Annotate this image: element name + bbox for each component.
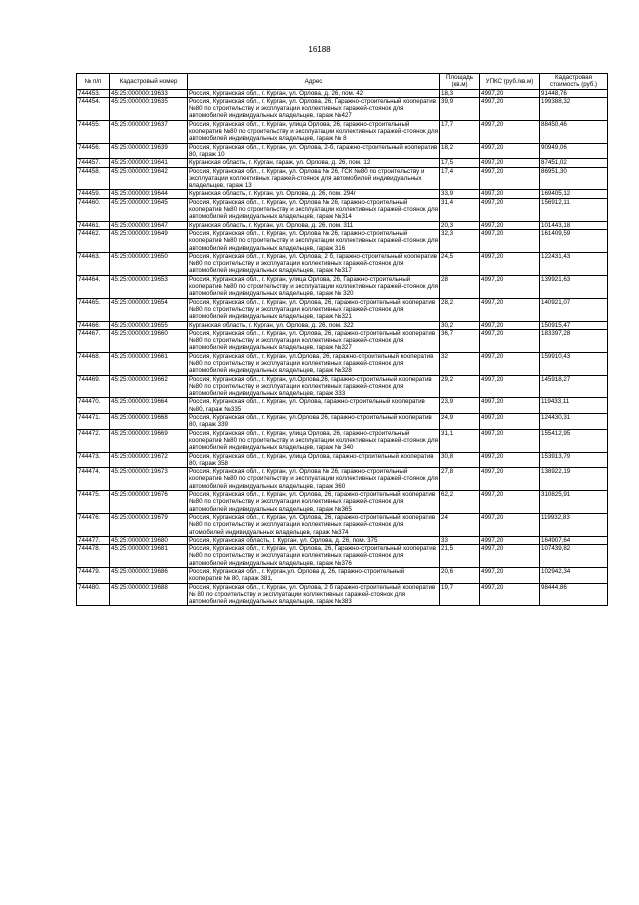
cadastral-table (76, 73, 608, 606)
cell-cadastral: 45:25:000000:19633 (110, 89, 188, 97)
cell-area: 24,5 (440, 252, 480, 275)
cell-cadastral: 45:25:000000:19664 (110, 398, 188, 414)
cell-address: Россия, Курганская обл., г. Курган, ул. Орлова № 26, гаражно-строительный кооператив №80 по строительству и эксплуатации коллективных гаражей-стоянок для автомобилей индивидуальных владельцев, гараж 360 (189, 468, 438, 490)
cell-area: 19,7 (440, 583, 480, 606)
cell-value: 164907,64 (540, 536, 608, 544)
header-value: Кадастровая стоимость (руб.) (540, 74, 608, 90)
cell-value: 150915,47 (540, 321, 608, 329)
cell-area: 17,5 (440, 159, 480, 167)
cell-cadastral: 45:25:000000:19680 (110, 536, 188, 544)
cell-cadastral: 45:25:000000:19673 (110, 468, 188, 491)
cell-address: Россия, Курганская обл., г. Курган, ул.Орлова 26, гаражно-строительный кооператив 80, гараж 339 (188, 414, 440, 430)
table-row (77, 321, 608, 329)
cell-num: 744460. (77, 198, 110, 221)
cell-value: 139921,63 (540, 275, 608, 298)
cell-area: 31,4 (440, 198, 480, 221)
cell-value: 155412,95 (540, 429, 608, 452)
cell-address: Курганская область, г. Курган, ул. Орлова, д. 26, пом. 294г (188, 190, 440, 198)
cell-cadastral: 45:25:000000:19660 (110, 329, 188, 352)
cell-address: Курганская область, г. Курган, ул. Орлова, д. 26, пом. 311 (188, 221, 440, 229)
cell-num: 744464. (77, 275, 110, 298)
cell-address: Россия, Курганская обл., г. Курган, ул. Орлова, 26, гаражно-строительный кооператив №80 по строительству и эксплуатации коллективных гаражей-стоянок для атомобилей индивидуальных владельцев, гараж №374 (188, 513, 440, 536)
header-num: № п/п (77, 74, 110, 90)
cell-upks: 4997,20 (480, 583, 540, 606)
cell-num: 744458. (77, 167, 110, 190)
cell-num: 744476. (77, 513, 110, 536)
cell-area: 31,1 (440, 429, 480, 452)
header-upks: УПКС (руб./кв.м) (480, 74, 540, 90)
cell-cadastral: 45:25:000000:19654 (110, 298, 188, 321)
table-row (77, 252, 608, 275)
cell-upks: 4997,20 (480, 468, 540, 491)
cell-num: 744473. (77, 452, 110, 468)
cell-num: 744454. (77, 97, 110, 120)
cell-area: 33 (440, 536, 480, 544)
cell-address: Россия, Курганская обл., г. Курган, ул. Орлова, 2 б гаражно-строительный кооператив № 80 по строительству и эксплуатации коллективных гаражей-стоянок для автомобилей индивидуальных владельцев, гараж №383 (188, 583, 440, 606)
table-row (77, 298, 608, 321)
cell-area: 30,8 (440, 452, 480, 468)
cell-num: 744480. (77, 583, 110, 606)
cell-value: 90949,06 (540, 143, 608, 159)
cell-value: 138922,19 (540, 468, 608, 491)
cell-area: 39,9 (440, 97, 480, 120)
cell-area: 24 (440, 513, 480, 536)
cell-address: Россия, Курганская обл., г. Курган, ул. Орлова, гаражно-строительный кооператив №80, гараж №335 (188, 398, 440, 414)
cell-address: Россия, Курганская обл., г. Курган, ул. Орлова, 26, гаражно-строительный кооператив №80 по строительству и эксплуатации коллективных гаражей-стоянок для автомобилей индивидуальных владельцев, гараж №327 (188, 329, 440, 352)
cell-cadastral: 45:25:000000:19645 (110, 198, 188, 221)
cell-area: 18,2 (440, 143, 480, 159)
cell-num: 744477. (77, 536, 110, 544)
cell-area: 30,2 (440, 321, 480, 329)
cell-address: Россия, Курганская обл., г. Курган, ул. Орлова, 26, Гаражно-строительный кооператив №80 по строительству и эксплуатации коллективных гаражей-стоянок для автомобилей индивидуальных владельцев, гараж №376 (188, 545, 440, 568)
cell-num: 744467. (77, 329, 110, 352)
cell-value: 161409,59 (540, 229, 608, 252)
cell-cadastral: 45:25:000000:19649 (110, 229, 188, 252)
cell-num: 744457. (77, 159, 110, 167)
table-row (77, 120, 608, 143)
cell-address: Россия, Курганская область, г. Курган, ул. Орлова, д. 26, пом. 375 (188, 536, 440, 544)
cell-upks: 4997,20 (480, 159, 540, 167)
cell-value: 310825,91 (540, 491, 608, 514)
cell-address: Россия, Курганская обл., г. Курган, ул. Орлова № 26, ГСК №80 по строительству и эксплуатации коллективных гаражей-стоянок для автомобилей индивидуальных владельцев, гараж 13 (188, 167, 440, 190)
cell-cadastral: 45:25:000000:19644 (110, 190, 188, 198)
cell-value: 140921,07 (540, 298, 608, 321)
cell-value: 159910,43 (540, 352, 608, 375)
table-row (77, 414, 608, 430)
cell-upks: 4997,20 (480, 275, 540, 298)
table-row (77, 221, 608, 229)
cell-address: Россия, Курганская обл., г. Курган, ул. Орлова, 26, гаражно-строительный кооператив №80 по строительству и эксплуатации коллективных гаражей-стоянок для автомобилей индивидуальных владельцев, гараж №321 (188, 298, 440, 321)
cell-area: 23,9 (440, 398, 480, 414)
cell-value: 119433,11 (540, 398, 608, 414)
cell-address: Россия, Курганская обл., г. Курган, ул.Орлова, 26, гаражно-строительный кооператив №80 по строительству и эксплуатации коллективных гаражей-стоянок для автомобилей индивидуальных владельцев, гараж №328 (188, 352, 440, 375)
cell-cadastral: 45:25:000000:19661 (110, 352, 188, 375)
cell-address: Россия, Курганская обл., г. Курган, ул.Орлова,26, гаражно-строительный кооператив №80 по строительству и эксплуатации коллективных гаражей-стоянок для автомобилей индивидуальных владельцев, гараж 333 (188, 375, 440, 398)
cell-address: Россия, Курганская обл., г. Курган, ул. Орлова № 26, гаражно-строительный кооператив №80 по строительству и эксплуатации коллективных гаражей-стоянок для автомобилей индивидуальных владельцев, гараж №314 (189, 198, 438, 221)
table-row (77, 229, 608, 252)
table-row (77, 491, 608, 514)
cell-upks: 4997,20 (480, 298, 540, 321)
cell-cadastral: 45:25:000000:19686 (110, 568, 188, 584)
cell-num: 744453. (77, 89, 110, 97)
cell-address: Россия, Курганская обл., г. Курган, ул. Орлова, 2 б, гаражно-строительный кооператив №80 по строительству и эксплуатации коллективных гаражей-стоянок для автомобилей индивидуальных владельцев, гараж №317 (188, 252, 440, 275)
cell-cadastral: 45:25:000000:19635 (110, 97, 188, 120)
cell-address: Россия, Курганская обл., г. Курган, улица Орлова, гаражно-строительный кооператив 80, гараж 358 (188, 452, 440, 468)
cell-cadastral: 45:25:000000:19679 (110, 513, 188, 536)
cell-address: Россия, Курганская обл., г. Курган, улица Орлова, 26, гаражно-строительный кооператив №80 по строительству и эксплуатации коллективных гаражей-стоянок для автомобилей индивидуальных владельцев, гараж № 340 (189, 429, 438, 452)
cell-cadastral: 45:25:000000:19650 (110, 252, 188, 275)
cell-value: 145918,27 (540, 375, 608, 398)
cell-address: Россия, Курганская обл., г. Курган, ул. Орлова, 26, Гаражно-строительный кооператив №80 по строительству и эксплуатации коллективных гаражей-стоянок для автомобилей индивидуальных владельцев, гараж №427 (188, 97, 440, 120)
cell-address: Россия, Курганская обл., г. Курган, улица Орлова, 26, гаражно-строительный кооператив №80 по строительству и эксплуатации коллективных гаражей-стоянок для автомобилей индивидуальных владельцев, гараж № 8 (189, 120, 438, 143)
cell-cadastral: 45:25:000000:19676 (110, 491, 188, 514)
cell-cadastral: 45:25:000000:19639 (110, 143, 188, 159)
cell-upks: 4997,20 (480, 429, 540, 452)
cell-num: 744475. (77, 491, 110, 514)
cell-num: 744470. (77, 398, 110, 414)
table-row (77, 198, 608, 221)
cell-upks: 4997,20 (480, 398, 540, 414)
table-row (77, 375, 608, 398)
cell-area: 28,2 (440, 298, 480, 321)
table-row (77, 545, 608, 568)
cell-num: 744472. (77, 429, 110, 452)
cell-value: 122431,43 (540, 252, 608, 275)
cell-address: Россия, Курганская обл., г. Курган, ул. Орлова, д. 26, пом. 42 (188, 89, 440, 97)
page-number: 16188 (308, 45, 331, 54)
header-cadastral: Кадастровый номер (110, 74, 188, 90)
table-row (77, 97, 608, 120)
cell-upks: 4997,20 (480, 190, 540, 198)
cell-value: 119932,83 (540, 513, 608, 536)
cell-address: Курганская область, г. Курган, ул. Орлова, д. 26, пом. 322 (188, 321, 440, 329)
cell-value: 86951,30 (540, 167, 608, 190)
table-row (77, 429, 608, 452)
cell-area: 29,2 (440, 375, 480, 398)
cell-address: Россия, Курганская обл., г. Курган, улица Орлова, 26, Гаражно-строительный кооператив №80 по строительству и эксплуатации коллективных гаражей-стоянок для автомобилей индивидуальных владельцев, гараж № 320 (189, 275, 438, 298)
cell-address: Россия, Курганская обл., г. Курган, ул. Орлова № 26, гаражно-строительный кооператив №80 по строительству и эксплуатации коллективных гаражей-стоянок для автомобилей индивидуальных владельцев, гараж 316 (189, 229, 438, 252)
cell-area: 17,4 (440, 167, 480, 190)
table-row (77, 329, 608, 352)
cell-cadastral: 45:25:000000:19681 (110, 545, 188, 568)
cell-address: Россия, Курганская обл., г. Курган, ул. Орлова, 2-б, гаражно-строительный кооператив 80, гараж 10 (188, 143, 440, 159)
cell-num: 744479. (77, 568, 110, 584)
cell-value: 156912,11 (540, 198, 608, 221)
cell-num: 744469. (77, 375, 110, 398)
cell-value: 91448,76 (540, 89, 608, 97)
table-row (77, 143, 608, 159)
cell-area: 18,3 (440, 89, 480, 97)
cell-cadastral: 45:25:000000:19668 (110, 414, 188, 430)
cell-area: 24,9 (440, 414, 480, 430)
cell-area: 17,7 (440, 120, 480, 143)
cell-num: 744462. (77, 229, 110, 252)
cell-num: 744466. (77, 321, 110, 329)
cell-address: Россия, Курганская обл., г. Курган, ул. Орлова, 26, гаражно-строительный кооператив №80 по строительству и эксплуатации коллективных гаражей-стоянок для автомобилей индивидуальных владельцев, гараж №365 (188, 491, 440, 514)
table-row (77, 89, 608, 97)
cell-cadastral: 45:25:000000:19647 (110, 221, 188, 229)
cell-num: 744468. (77, 352, 110, 375)
cell-value: 169405,12 (540, 190, 608, 198)
cell-address: Россия, Курганская обл., г. Курган,ул. Орлова д. 26, гаражно-строительный кооператив № 80, гараж 381, (188, 568, 440, 584)
cell-cadastral: 45:25:000000:19669 (110, 429, 188, 452)
cell-upks: 4997,20 (480, 568, 540, 584)
table-row (77, 536, 608, 544)
table-row (77, 452, 608, 468)
cell-value: 183397,28 (540, 329, 608, 352)
cell-area: 28 (440, 275, 480, 298)
header-area: Площадь (кв.м) (440, 74, 480, 90)
cell-cadastral: 45:25:000000:19655 (110, 321, 188, 329)
table-row (77, 167, 608, 190)
cell-upks: 4997,20 (480, 375, 540, 398)
cell-value: 102942,34 (540, 568, 608, 584)
cell-upks: 4997,20 (480, 221, 540, 229)
cell-cadastral: 45:25:000000:19642 (110, 167, 188, 190)
cell-value: 107439,82 (540, 545, 608, 568)
cell-area: 62,2 (440, 491, 480, 514)
cell-cadastral: 45:25:000000:19662 (110, 375, 188, 398)
cell-num: 744461. (77, 221, 110, 229)
cell-value: 88450,46 (540, 120, 608, 143)
cell-value: 87451,02 (540, 159, 608, 167)
cell-upks: 4997,20 (480, 352, 540, 375)
cell-num: 744478. (77, 545, 110, 568)
cell-address: Курганская область, г. Курган, гараж, ул. Орлова, д. 26, пом. 12 (188, 159, 440, 167)
cell-area: 27,8 (440, 468, 480, 491)
cell-value: 101443,18 (540, 221, 608, 229)
cell-upks: 4997,20 (480, 545, 540, 568)
table-row (77, 275, 608, 298)
table-row (77, 583, 608, 606)
cell-area: 36,7 (440, 329, 480, 352)
table-row (77, 159, 608, 167)
cell-cadastral: 45:25:000000:19672 (110, 452, 188, 468)
cell-area: 32,3 (440, 229, 480, 252)
cell-cadastral: 45:25:000000:19688 (110, 583, 188, 606)
table-row (77, 513, 608, 536)
cell-upks: 4997,20 (480, 198, 540, 221)
table-row (77, 190, 608, 198)
cell-upks: 4997,20 (480, 414, 540, 430)
table-row (77, 568, 608, 584)
cell-upks: 4997,20 (480, 321, 540, 329)
table-row (77, 468, 608, 491)
cell-upks: 4997,20 (480, 97, 540, 120)
cell-num: 744459. (77, 190, 110, 198)
cell-value: 98444,86 (540, 583, 608, 606)
cell-upks: 4997,20 (480, 89, 540, 97)
cell-value: 153913,79 (540, 452, 608, 468)
cell-upks: 4997,20 (480, 491, 540, 514)
cell-num: 744471. (77, 414, 110, 430)
cell-upks: 4997,20 (480, 513, 540, 536)
cell-cadastral: 45:25:000000:19641 (110, 159, 188, 167)
table-row (77, 352, 608, 375)
table-header-row (77, 74, 608, 90)
cell-num: 744465. (77, 298, 110, 321)
cell-cadastral: 45:25:000000:19637 (110, 120, 188, 143)
cell-area: 33,9 (440, 190, 480, 198)
cell-num: 744456. (77, 143, 110, 159)
cell-upks: 4997,20 (480, 143, 540, 159)
cell-upks: 4997,20 (480, 120, 540, 143)
cell-num: 744463. (77, 252, 110, 275)
cell-num: 744474. (77, 468, 110, 491)
cell-value: 124430,31 (540, 414, 608, 430)
cell-area: 32 (440, 352, 480, 375)
cell-area: 21,5 (440, 545, 480, 568)
cell-area: 20,6 (440, 568, 480, 584)
cell-upks: 4997,20 (480, 329, 540, 352)
cell-upks: 4997,20 (480, 536, 540, 544)
cell-upks: 4997,20 (480, 229, 540, 252)
header-address: Адрес (188, 74, 440, 90)
cell-value: 199388,32 (540, 97, 608, 120)
table-row (77, 398, 608, 414)
cell-cadastral: 45:25:000000:19653 (110, 275, 188, 298)
cell-upks: 4997,20 (480, 167, 540, 190)
cell-upks: 4997,20 (480, 252, 540, 275)
cell-area: 20,3 (440, 221, 480, 229)
cell-num: 744455. (77, 120, 110, 143)
cell-upks: 4997,20 (480, 452, 540, 468)
